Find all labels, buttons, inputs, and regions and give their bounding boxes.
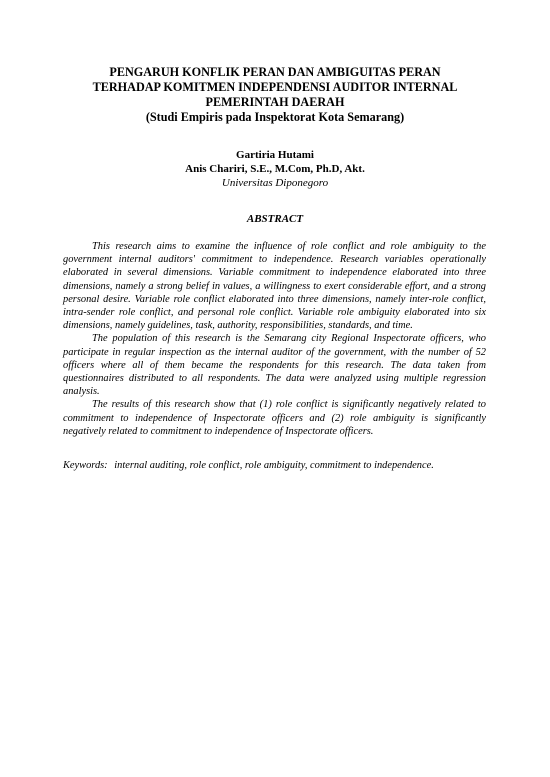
abstract-paragraph: The results of this research show that (1) role conflict is significantly negatively related to commitment to independence of Inspectorate officers and (2) role ambiguity is significantly negatively related to commitment to independence of Inspectorate officers. <box>63 399 486 437</box>
author-block <box>60 148 490 190</box>
abstract-heading: ABSTRACT <box>246 213 304 225</box>
author-name: Anis Chariri, S.E., M.Com, Ph.D, Akt. <box>185 163 365 175</box>
author-affiliation: Universitas Diponegoro <box>221 177 329 189</box>
abstract-paragraph: The population of this research is the Semarang city Regional Inspectorate officers, who participate in regular inspection as the internal auditor of the government, with the number of 52 officers where all of them became the respondents for this research. The data taken from questionnaires distributed to all respondents. The data were analyzed using multiple regression analysis. <box>63 333 486 398</box>
title-line: PEMERINTAH DAERAH <box>205 95 345 109</box>
title-subtitle: (Studi Empiris pada Inspektorat Kota Semarang) <box>145 110 405 124</box>
title-line: PENGARUH KONFLIK PERAN DAN AMBIGUITAS PERAN <box>109 65 441 79</box>
paper-title <box>60 65 490 125</box>
keywords-label: Keywords: <box>63 460 108 471</box>
abstract-body <box>63 240 486 438</box>
author-name: Gartiria Hutami <box>236 149 314 161</box>
title-line: TERHADAP KOMITMEN INDEPENDENSI AUDITOR INTERNAL <box>92 80 458 94</box>
keywords-line <box>63 459 493 472</box>
abstract-paragraph: This research aims to examine the influence of role conflict and role ambiguity to the government internal auditors' commitment to independence. Research variables operationally elaborated in several dimensions. Variable commitment to independence elaborated into three dimensions, namely a strong belief in values, a willingness to exert considerable effort, and a strong personal desire. Variable role conflict elaborated into three dimensions, namely inter-role conflict, intra-sender role conflict, and personal role conflict. Variable role ambiguity elaborated into six dimensions, namely guidelines, task, authority, responsibilities, standards, and time. <box>63 241 486 332</box>
keywords-text: internal auditing, role conflict, role ambiguity, commitment to independence. <box>114 460 434 471</box>
